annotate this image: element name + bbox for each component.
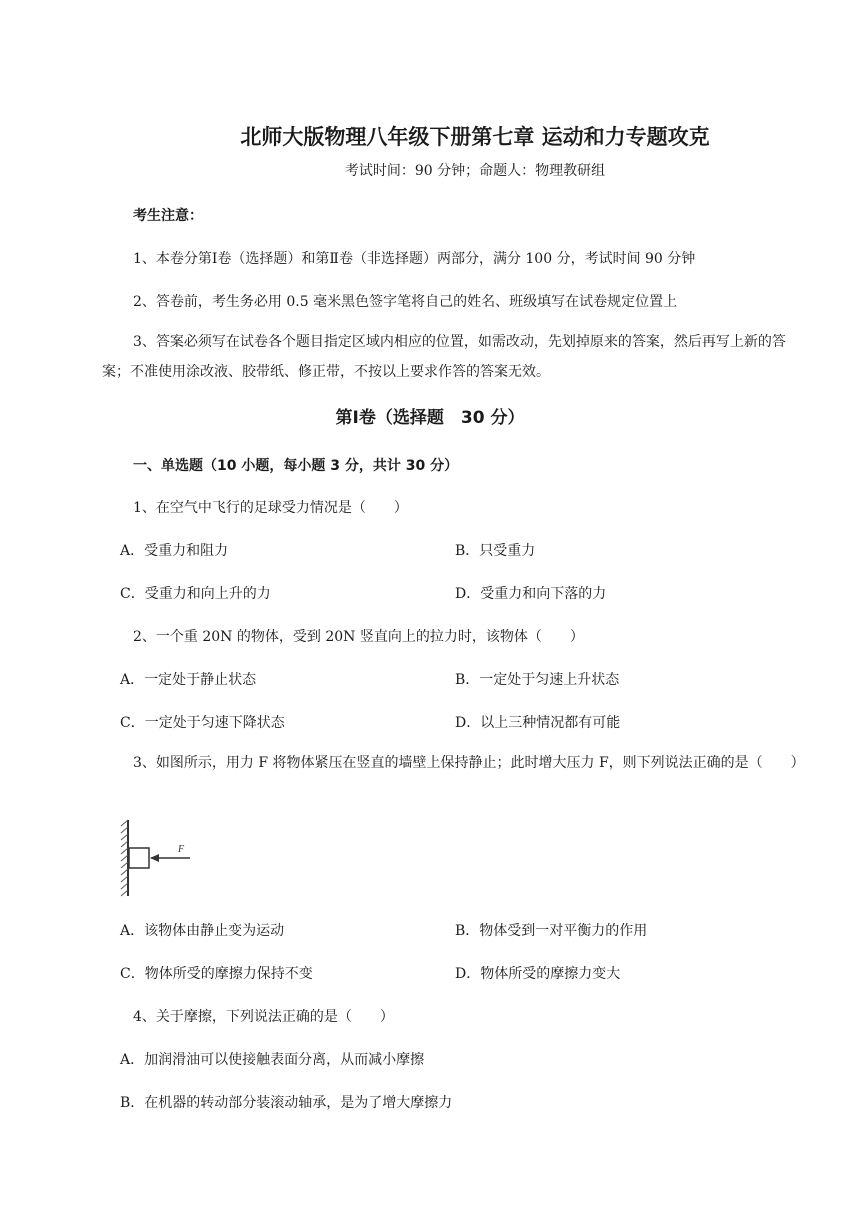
- option-d: D．物体所受的摩擦力变大: [455, 966, 621, 982]
- option-c: C．受重力和向上升的力: [120, 586, 271, 602]
- option-c: C．一定处于匀速下降状态: [120, 715, 285, 731]
- notice-item: 2、答卷前，考生务必用 0.5 毫米黑色签字笔将自己的姓名、班级填写在试卷规定位置上: [133, 294, 678, 310]
- option-b: B．一定处于匀速上升状态: [455, 672, 620, 688]
- option-d: D．以上三种情况都有可能: [455, 715, 621, 731]
- option-d: D．受重力和向下落的力: [455, 586, 607, 602]
- question-stem: 3、如图所示，用力 F 将物体紧压在竖直的墙壁上保持静止；此时增大压力 F，则下列说法正确的是（ ）: [133, 755, 805, 771]
- exam-info: 考试时间：90 分钟；命题人：物理教研组: [344, 163, 606, 179]
- wall: [121, 820, 128, 896]
- block: [129, 848, 149, 868]
- question-stem: 1、在空气中飞行的足球受力情况是（ ）: [133, 500, 408, 516]
- option-a: A．加润滑油可以使接触表面分离，从而减小摩擦: [120, 1052, 425, 1068]
- option-a: A．受重力和阻力: [120, 543, 229, 559]
- option-a: A．一定处于静止状态: [120, 672, 257, 688]
- notice-item: 3、答案必须写在试卷各个题目指定区域内相应的位置，如需改动，先划掉原来的答案，然后再写上新的答案；不准使用涂改液、胶带纸、修正带，不按以上要求作答的答案无效。: [102, 334, 786, 380]
- force-label: F: [178, 844, 185, 855]
- notice-item: 1、本卷分第Ⅰ卷（选择题）和第Ⅱ卷（非选择题）两部分，满分 100 分，考试时间 90 分钟: [133, 251, 696, 267]
- option-c: C．物体所受的摩擦力保持不变: [120, 966, 313, 982]
- section-title: 第Ⅰ卷（选择题 30 分）: [335, 408, 525, 428]
- force-diagram: [118, 818, 198, 898]
- option-a: A．该物体由静止变为运动: [120, 923, 285, 939]
- arrow-head: [150, 854, 159, 862]
- part-heading: 一、单选题（10 小题，每小题 3 分，共计 30 分）: [133, 458, 459, 474]
- option-b: B．在机器的转动部分装滚动轴承，是为了增大摩擦力: [120, 1095, 453, 1111]
- notice-heading: 考生注意：: [133, 208, 203, 224]
- question-stem: 4、关于摩擦，下列说法正确的是（ ）: [133, 1009, 394, 1025]
- option-b: B．只受重力: [455, 543, 536, 559]
- question-stem: 2、一个重 20N 的物体，受到 20N 竖直向上的拉力时，该物体（ ）: [133, 629, 584, 645]
- page-title: 北师大版物理八年级下册第七章 运动和力专题攻克: [240, 125, 710, 149]
- option-b: B．物体受到一对平衡力的作用: [455, 923, 648, 939]
